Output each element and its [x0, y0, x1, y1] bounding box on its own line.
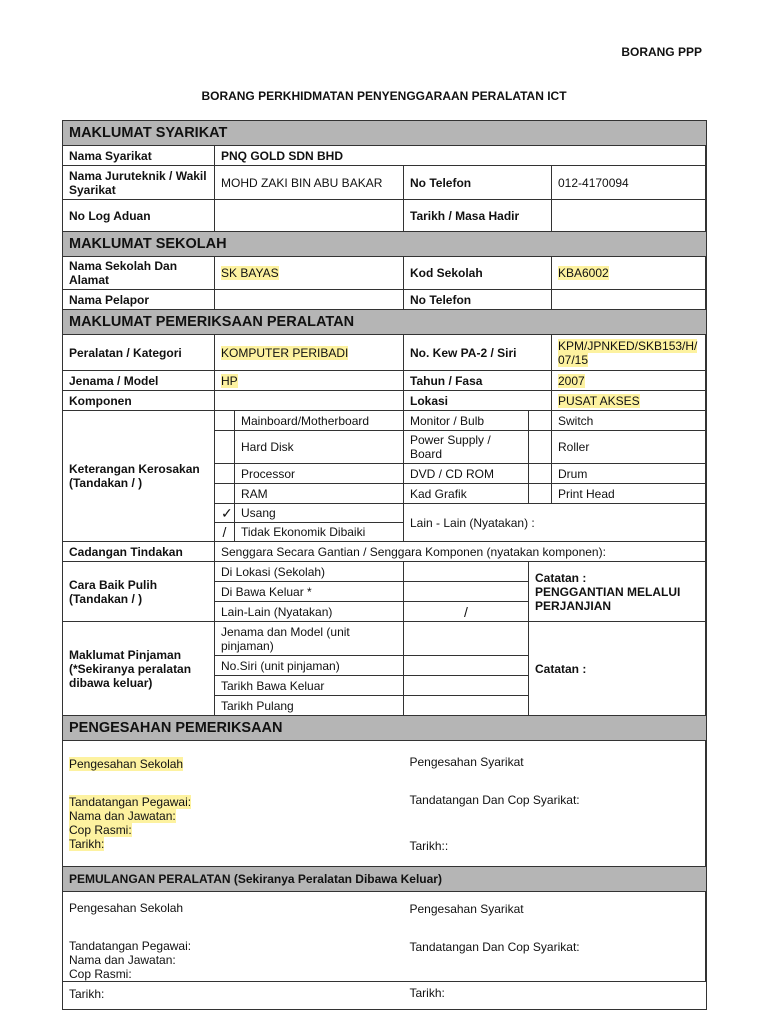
loan-row — [63, 622, 707, 656]
damage-option: Kad Grafik — [404, 484, 529, 504]
loan-note[interactable]: Catatan : — [529, 622, 707, 716]
school-code-label: Kod Sekolah — [404, 257, 552, 290]
repair-checkbox[interactable] — [404, 562, 529, 582]
worn-option: Usang — [235, 504, 404, 523]
component-value[interactable] — [215, 391, 404, 411]
damage-checkbox[interactable] — [215, 411, 235, 431]
company-heading: MAKLUMAT SYARIKAT — [63, 121, 707, 146]
complaint-log-row — [63, 200, 707, 232]
worn-checkbox[interactable]: ✓ — [215, 504, 235, 523]
brand-value: HP — [221, 373, 238, 388]
repair-note-label: Catatan : — [535, 570, 587, 585]
damage-checkbox[interactable] — [529, 484, 552, 504]
uneconomic-option: Tidak Ekonomik Dibaiki — [235, 523, 404, 542]
category-value: KOMPUTER PERIBADI — [221, 345, 349, 360]
date-label: Tarikh: — [69, 836, 105, 851]
loan-field-label: Tarikh Bawa Keluar — [215, 676, 404, 696]
inspection-section-header — [63, 310, 707, 335]
reporter-value[interactable] — [215, 290, 404, 310]
school-phone-value[interactable] — [552, 290, 707, 310]
company-date-label: Tarikh:: — [409, 838, 449, 853]
company-sign-label: Tandatangan Dan Cop Syarikat: — [409, 792, 580, 807]
kew-value: KPM/JPNKED/SKB153/H/07/15 — [558, 338, 698, 367]
school-name-cell[interactable] — [215, 257, 404, 290]
company-section-header — [63, 121, 707, 146]
school-phone-label: No Telefon — [404, 290, 552, 310]
action-value[interactable]: Senggara Secara Gantian / Senggara Komponen (nyatakan komponen): — [215, 542, 707, 562]
damage-checkbox[interactable] — [215, 431, 235, 464]
damage-option: Hard Disk — [235, 431, 404, 464]
action-label: Cadangan Tindakan — [63, 542, 215, 562]
location-label: Lokasi — [404, 391, 552, 411]
repair-checkbox[interactable] — [404, 582, 529, 602]
year-label: Tahun / Fasa — [404, 371, 552, 391]
damage-checkbox[interactable] — [529, 464, 552, 484]
damage-option: RAM — [235, 484, 404, 504]
category-label: Peralatan / Kategori — [63, 335, 215, 371]
damage-checkbox[interactable] — [529, 411, 552, 431]
school-code-value: KBA6002 — [558, 266, 609, 280]
return-name-position-label: Nama dan Jawatan: — [69, 952, 176, 967]
school-name-label: Nama Sekolah Dan Alamat — [63, 257, 215, 290]
return-school-verification[interactable] — [63, 892, 404, 1010]
company-phone-label: No Telefon — [404, 166, 552, 200]
inspection-heading: MAKLUMAT PEMERIKSAAN PERALATAN — [63, 310, 707, 335]
component-label: Komponen — [63, 391, 215, 411]
loan-field-label: Jenama dan Model (unit pinjaman) — [215, 622, 404, 656]
return-company-sign-label: Tandatangan Dan Cop Syarikat: — [409, 939, 580, 954]
complaint-log-label: No Log Aduan — [63, 200, 215, 232]
damage-checkbox[interactable] — [215, 464, 235, 484]
loan-field-label: No.Siri (unit pinjaman) — [215, 656, 404, 676]
company-name-label: Nama Syarikat — [63, 146, 215, 166]
repair-option: Lain-Lain (Nyatakan) — [215, 602, 404, 622]
damage-option: Processor — [235, 464, 404, 484]
damage-option: Switch — [552, 411, 707, 431]
action-row — [63, 542, 707, 562]
loan-field-value[interactable] — [404, 622, 529, 656]
repair-option: Di Lokasi (Sekolah) — [215, 562, 404, 582]
loan-field-label: Tarikh Pulang — [215, 696, 404, 716]
complaint-log-value[interactable] — [215, 200, 404, 232]
category-cell[interactable] — [215, 335, 404, 371]
damage-row — [63, 411, 707, 431]
company-name-value[interactable]: PNQ GOLD SDN BHD — [215, 146, 707, 166]
verification-block — [63, 741, 707, 867]
category-row — [63, 335, 707, 371]
location-cell[interactable] — [552, 391, 707, 411]
school-heading: MAKLUMAT SEKOLAH — [63, 232, 707, 257]
loan-field-value[interactable] — [404, 676, 529, 696]
return-school-title: Pengesahan Sekolah — [69, 900, 184, 915]
brand-row — [63, 371, 707, 391]
repair-option: Di Bawa Keluar * — [215, 582, 404, 602]
school-name-row — [63, 257, 707, 290]
return-block — [63, 892, 707, 1010]
form-title: BORANG PERKHIDMATAN PENYENGGARAAN PERALATAN ICT — [201, 89, 567, 103]
damage-label: Keterangan Kerosakan (Tandakan / ) — [63, 411, 215, 542]
return-official-stamp-label: Cop Rasmi: — [69, 966, 132, 981]
verification-section-header — [63, 716, 707, 741]
damage-option: Monitor / Bulb — [404, 411, 529, 431]
return-heading: PEMULANGAN PERALATAN (Sekiranya Peralatan Dibawa Keluar) — [63, 867, 707, 892]
loan-label: Maklumat Pinjaman (*Sekiranya peralatan dibawa keluar) — [63, 622, 215, 716]
year-value: 2007 — [558, 373, 585, 388]
damage-option: Mainboard/Motherboard — [235, 411, 404, 431]
officer-signature-label: Tandatangan Pegawai: — [69, 794, 192, 809]
damage-option: Power Supply / Board — [404, 431, 529, 464]
technician-label: Nama Juruteknik / Wakil Syarikat — [63, 166, 215, 200]
kew-cell[interactable] — [552, 335, 707, 371]
school-name-value: SK BAYAS — [221, 266, 279, 280]
repair-note[interactable] — [529, 562, 707, 622]
repair-row — [63, 562, 707, 582]
reporter-row — [63, 290, 707, 310]
school-verification-title: Pengesahan Sekolah — [69, 756, 184, 771]
name-position-label: Nama dan Jawatan: — [69, 808, 176, 823]
repair-label: Cara Baik Pulih (Tandakan / ) — [63, 562, 215, 622]
return-officer-signature-label: Tandatangan Pegawai: — [69, 938, 192, 953]
official-stamp-label: Cop Rasmi: — [69, 822, 132, 837]
company-verification[interactable] — [404, 741, 707, 867]
component-row — [63, 391, 707, 411]
repair-note-value: PENGGANTIAN MELALUI PERJANJIAN — [535, 584, 681, 613]
damage-option: DVD / CD ROM — [404, 464, 529, 484]
technician-row — [63, 166, 707, 200]
form-code: BORANG PPP — [621, 45, 702, 59]
location-value: PUSAT AKSES — [558, 393, 640, 408]
school-verification[interactable] — [63, 741, 404, 867]
other-damage-field[interactable]: Lain - Lain (Nyatakan) : — [404, 504, 707, 542]
company-phone-value[interactable]: 012-4170094 — [552, 166, 707, 200]
year-cell[interactable] — [552, 371, 707, 391]
return-date-label: Tarikh: — [69, 986, 105, 1001]
repair-checkbox[interactable]: / — [404, 602, 529, 622]
damage-option: Roller — [552, 431, 707, 464]
loan-field-value[interactable] — [404, 696, 529, 716]
technician-value[interactable]: MOHD ZAKI BIN ABU BAKAR — [215, 166, 404, 200]
service-form-table — [62, 120, 707, 1010]
damage-checkbox[interactable] — [529, 431, 552, 464]
damage-option: Drum — [552, 464, 707, 484]
damage-option: Print Head — [552, 484, 707, 504]
return-company-date-label: Tarikh: — [409, 985, 445, 1000]
return-section-header — [63, 867, 707, 892]
arrival-value[interactable] — [552, 200, 707, 232]
loan-field-value[interactable] — [404, 656, 529, 676]
verification-heading: PENGESAHAN PEMERIKSAAN — [63, 716, 707, 741]
school-section-header — [63, 232, 707, 257]
reporter-label: Nama Pelapor — [63, 290, 215, 310]
company-verification-title: Pengesahan Syarikat — [409, 754, 524, 769]
brand-label: Jenama / Model — [63, 371, 215, 391]
kew-label: No. Kew PA-2 / Siri — [404, 335, 552, 371]
damage-checkbox[interactable] — [215, 484, 235, 504]
return-company-verification[interactable] — [404, 892, 707, 1010]
company-name-row — [63, 146, 707, 166]
school-code-cell[interactable] — [552, 257, 707, 290]
uneconomic-checkbox[interactable]: / — [215, 523, 235, 542]
brand-cell[interactable] — [215, 371, 404, 391]
arrival-label: Tarikh / Masa Hadir — [404, 200, 552, 232]
return-company-title: Pengesahan Syarikat — [409, 901, 524, 916]
